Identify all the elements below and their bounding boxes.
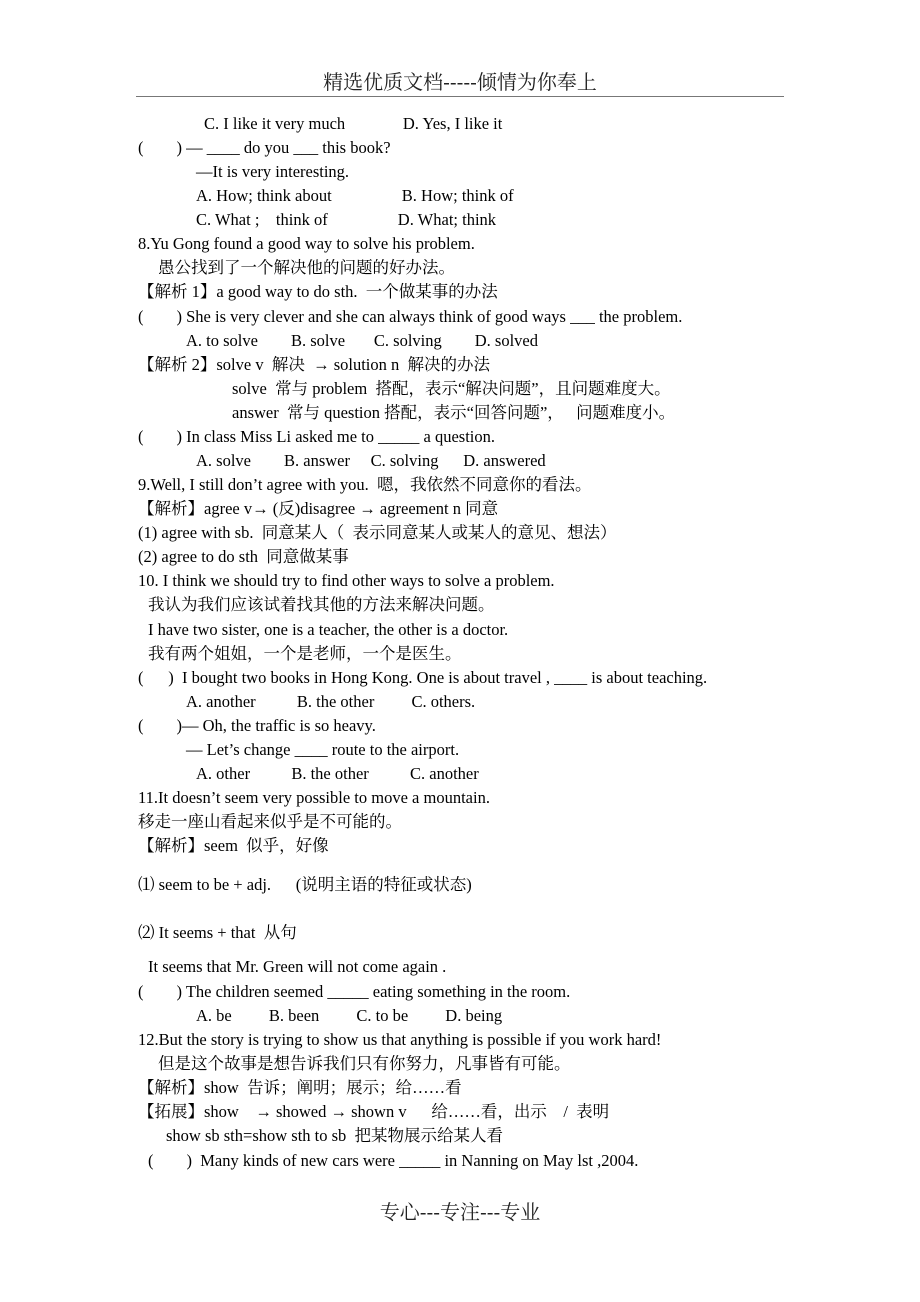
text-line: It seems that Mr. Green will not come again . bbox=[148, 957, 447, 976]
text-line: ( ) Many kinds of new cars were _____ in Nanning on May lst ,2004. bbox=[148, 1151, 639, 1170]
text-line: 移走一座山看起来似乎是不可能的。 bbox=[138, 812, 402, 831]
text-line: ( ) The children seemed _____ eating something in the room. bbox=[138, 982, 571, 1001]
page-header: 精选优质文档-----倾情为你奉上 bbox=[323, 70, 597, 94]
text-line: A. How; think about B. How; think of bbox=[196, 186, 514, 205]
text-line: 【解析 2】solve v 解决 → solution n 解决的办法 bbox=[138, 355, 491, 374]
text-line: 【解析 1】a good way to do sth. 一个做某事的办法 bbox=[138, 282, 498, 301]
text-line: solve 常与 problem 搭配，表示“解决问题”，且问题难度大。 bbox=[232, 379, 671, 398]
text-line: 【拓展】show → showed → shown v 给……看，出示 / 表明 bbox=[138, 1102, 610, 1121]
text-line: A. solve B. answer C. solving D. answered bbox=[196, 451, 546, 470]
text-line: A. be B. been C. to be D. being bbox=[196, 1006, 503, 1025]
text-line: ( ) I bought two books in Hong Kong. One is about travel , ____ is about teaching. bbox=[138, 668, 708, 687]
text-line: 但是这个故事是想告诉我们只有你努力，凡事皆有可能。 bbox=[158, 1054, 571, 1073]
text-line: 我认为我们应该试着找其他的方法来解决问题。 bbox=[148, 595, 495, 614]
text-line: ( ) She is very clever and she can always think of good ways ___ the problem. bbox=[138, 307, 683, 326]
text-line: (1) agree with sb. 同意某人（ 表示同意某人或某人的意见、想法） bbox=[138, 523, 617, 542]
text-line: 我有两个姐姐，一个是老师，一个是医生。 bbox=[148, 644, 462, 663]
text-line: I have two sister, one is a teacher, the other is a doctor. bbox=[148, 620, 509, 639]
text-line: —It is very interesting. bbox=[196, 162, 350, 181]
text-line: ⑴ seem to be + adj. (说明主语的特征或状态) bbox=[138, 875, 472, 894]
text-line: A. to solve B. solve C. solving D. solved bbox=[186, 331, 539, 350]
text-line: C. What ; think of D. What; think bbox=[196, 210, 497, 229]
text-line: show sb sth=show sth to sb 把某物展示给某人看 bbox=[166, 1126, 504, 1145]
text-line: 【解析】seem 似乎，好像 bbox=[138, 836, 329, 855]
text-line: ( ) — ____ do you ___ this book? bbox=[138, 138, 391, 157]
text-line: ( )— Oh, the traffic is so heavy. bbox=[138, 716, 376, 735]
text-line: 12.But the story is trying to show us that anything is possible if you work hard! bbox=[138, 1030, 662, 1049]
text-line: 10. I think we should try to find other ways to solve a problem. bbox=[138, 571, 555, 590]
text-line: (2) agree to do sth 同意做某事 bbox=[138, 547, 349, 566]
text-line: 愚公找到了一个解决他的问题的好办法。 bbox=[158, 258, 455, 277]
text-line: ⑵ It seems + that 从句 bbox=[138, 923, 297, 942]
text-line: 【解析】agree v→ (反)disagree → agreement n 同意 bbox=[138, 499, 499, 518]
text-line: ( ) In class Miss Li asked me to _____ a question. bbox=[138, 427, 495, 446]
text-line: A. another B. the other C. others. bbox=[186, 692, 476, 711]
header-divider bbox=[136, 96, 784, 97]
text-line: 8.Yu Gong found a good way to solve his problem. bbox=[138, 234, 475, 253]
text-line: C. I like it very much D. Yes, I like it bbox=[204, 114, 503, 133]
page-footer: 专心---专注---专业 bbox=[379, 1200, 541, 1224]
text-line: answer 常与 question 搭配，表示“回答问题”， 问题难度小。 bbox=[232, 403, 676, 422]
text-line: 11.It doesn’t seem very possible to move a mountain. bbox=[138, 788, 490, 807]
text-line: — Let’s change ____ route to the airport. bbox=[186, 740, 460, 759]
text-line: A. other B. the other C. another bbox=[196, 764, 479, 783]
text-line: 9.Well, I still don’t agree with you. 嗯，我依然不同意你的看法。 bbox=[138, 475, 592, 494]
text-line: 【解析】show 告诉；阐明；展示；给……看 bbox=[138, 1078, 462, 1097]
